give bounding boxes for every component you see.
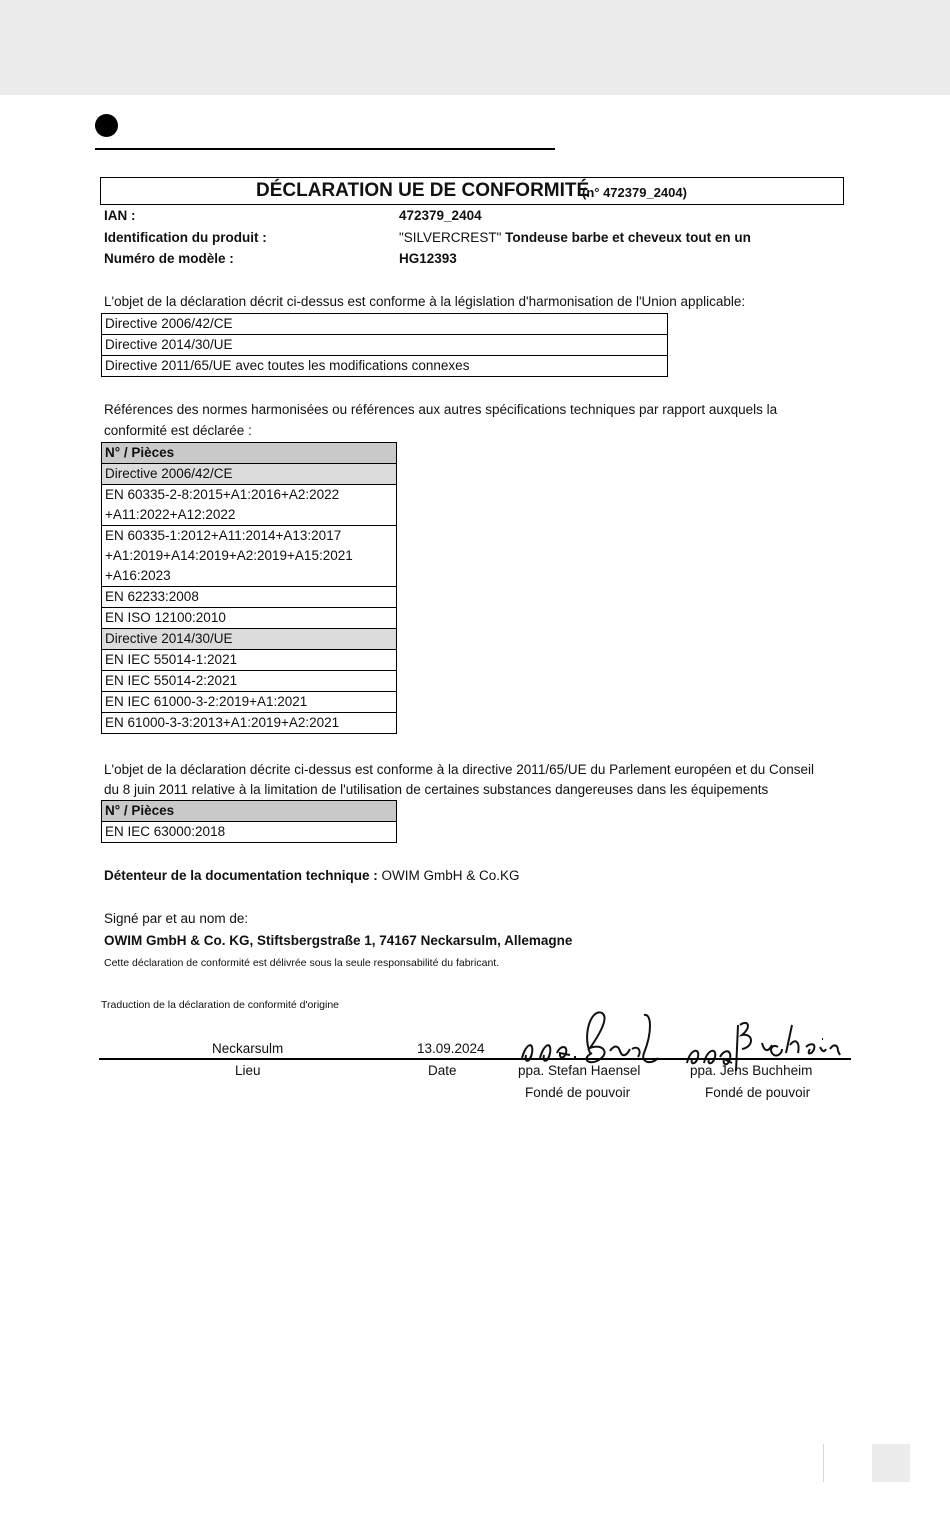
directive-group-row: Directive 2014/30/UE <box>102 629 397 650</box>
declaration-title: DÉCLARATION UE DE CONFORMITÉ <box>256 180 590 201</box>
signature-line <box>99 1058 851 1060</box>
directives-table <box>101 313 668 377</box>
directive-group-row: Directive 2006/42/CE <box>102 464 397 485</box>
signature-place: Neckarsulm <box>212 1041 284 1056</box>
product-value <box>399 230 751 245</box>
standard-row: EN 61000-3-3:2013+A1:2019+A2:2021 <box>102 713 397 734</box>
directive-row: Directive 2006/42/CE <box>102 314 668 335</box>
standard-row: EN 60335-1:2012+A11:2014+A13:2017 +A1:2019+A14:2019+A2:2019+A15:2021 +A16:2023 <box>102 526 397 587</box>
documentation-value: OWIM GmbH & Co.KG <box>377 868 520 883</box>
standard-row: EN IEC 55014-1:2021 <box>102 650 397 671</box>
footer-divider <box>823 1444 824 1482</box>
table-header: N° / Pièces <box>102 801 397 822</box>
directive-row: Directive 2011/65/UE avec toutes les modifications connexes <box>102 356 668 377</box>
standard-row: EN IEC 55014-2:2021 <box>102 671 397 692</box>
table-header: N° / Pièces <box>102 443 397 464</box>
rohs-intro-line2: du 8 juin 2011 relative à la limitation de l'utilisation de certaines substances dangereuses dans les équipements <box>104 782 769 797</box>
standard-row: EN 60335-2-8:2015+A1:2016+A2:2022 +A11:2022+A12:2022 <box>102 485 397 526</box>
standard-row: EN ISO 12100:2010 <box>102 608 397 629</box>
signer1-role: Fondé de pouvoir <box>525 1085 631 1100</box>
signed-company: OWIM GmbH & Co. KG, Stiftsbergstraße 1, 74167 Neckarsulm, Allemagne <box>104 933 573 948</box>
references-intro-line1: Références des normes harmonisées ou références aux autres spécifications techniques par rapport auxquels la <box>104 402 778 417</box>
signed-intro: Signé par et au nom de: <box>104 911 249 926</box>
product-description: Tondeuse barbe et cheveux tout en un <box>501 230 751 245</box>
product-brand: "SILVERCREST" <box>399 230 502 245</box>
conformity-intro: L'objet de la déclaration décrit ci-dessus est conforme à la législation d'harmonisation de l'Union applicable: <box>104 294 746 309</box>
header-rule <box>95 148 555 150</box>
references-intro-line2: conformité est déclarée : <box>104 423 252 438</box>
translation-note: Traduction de la déclaration de conformité d'origine <box>101 999 340 1011</box>
documentation-holder <box>104 868 520 883</box>
ian-value: 472379_2404 <box>399 208 482 223</box>
signer1-name: ppa. Stefan Haensel <box>518 1063 641 1078</box>
signature-date: 13.09.2024 <box>417 1041 485 1056</box>
declaration-number: (n° 472379_2404) <box>582 185 687 200</box>
ian-label: IAN : <box>104 208 136 223</box>
responsibility-note: Cette déclaration de conformité est délivrée sous la seule responsabilité du fabricant. <box>104 957 500 969</box>
signer2-role: Fondé de pouvoir <box>705 1085 811 1100</box>
documentation-label: Détenteur de la documentation technique : <box>104 868 378 883</box>
date-label: Date <box>428 1063 457 1078</box>
standards-table <box>101 442 397 734</box>
product-label: Identification du produit : <box>104 230 267 245</box>
standard-row: EN IEC 61000-3-2:2019+A1:2021 <box>102 692 397 713</box>
rohs-intro-line1: L'objet de la déclaration décrite ci-dessus est conforme à la directive 2011/65/UE du Parlement européen et du Conseil <box>104 762 814 777</box>
standard-row: EN 62233:2008 <box>102 587 397 608</box>
top-margin-band <box>0 0 950 95</box>
directive-row: Directive 2014/30/UE <box>102 335 668 356</box>
language-bullet-marker <box>95 114 118 137</box>
model-value: HG12393 <box>399 251 457 266</box>
signer2-name: ppa. Jens Buchheim <box>690 1063 813 1078</box>
place-label: Lieu <box>235 1063 261 1078</box>
page-number-box <box>872 1444 910 1482</box>
rohs-table <box>101 800 397 843</box>
standard-row: EN IEC 63000:2018 <box>102 822 397 843</box>
declaration-title-box <box>100 177 844 205</box>
model-label: Numéro de modèle : <box>104 251 234 266</box>
